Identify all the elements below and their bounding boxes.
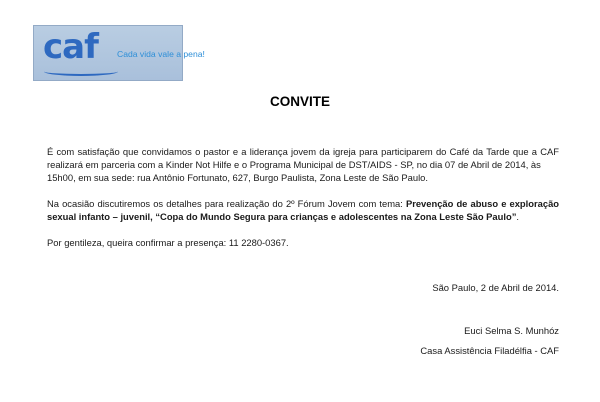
document-title: CONVITE bbox=[269, 94, 330, 109]
forum-paragraph bbox=[47, 198, 559, 224]
organization-name: Casa Assistência Filadélfia - CAF bbox=[420, 345, 559, 356]
invitation-paragraph bbox=[47, 146, 559, 185]
confirmation-paragraph: Por gentileza, queira confirmar a presença: 11 2280-0367. bbox=[47, 237, 289, 248]
caf-logo bbox=[33, 25, 205, 81]
forum-end: . bbox=[516, 210, 520, 222]
invitation-text-line2: 15h00, em sua sede: rua Antônio Fortunato, 627, Burgo Paulista, Zona Leste de São Paulo. bbox=[47, 171, 428, 183]
signer-name: Euci Selma S. Munhóz bbox=[464, 325, 559, 336]
logo-mark: caf bbox=[43, 27, 98, 67]
forum-intro: Na ocasião discutiremos os detalhes para realização do 2º Fórum Jovem com tema: bbox=[47, 198, 406, 209]
invitation-text-line1: É com satisfação que convidamos o pastor e a liderança jovem da igreja para participarem do Café da Tarde que a CAF realizará em parceria com a Kinder Not Hilfe e o Programa Municipal de DST/AIDS - SP, no dia 07 de Abril de 2014, às bbox=[47, 146, 559, 170]
forum-theme: Prevenção de abuso e exploração sexual infanto – juvenil, “Copa do Mundo Segura para crianças e adolescentes na Zona Leste São Paulo” bbox=[47, 198, 560, 222]
logo-arc-icon bbox=[44, 67, 118, 76]
logo-tagline: Cada vida vale a pena! bbox=[117, 49, 205, 59]
date-line: São Paulo, 2 de Abril de 2014. bbox=[432, 282, 559, 293]
